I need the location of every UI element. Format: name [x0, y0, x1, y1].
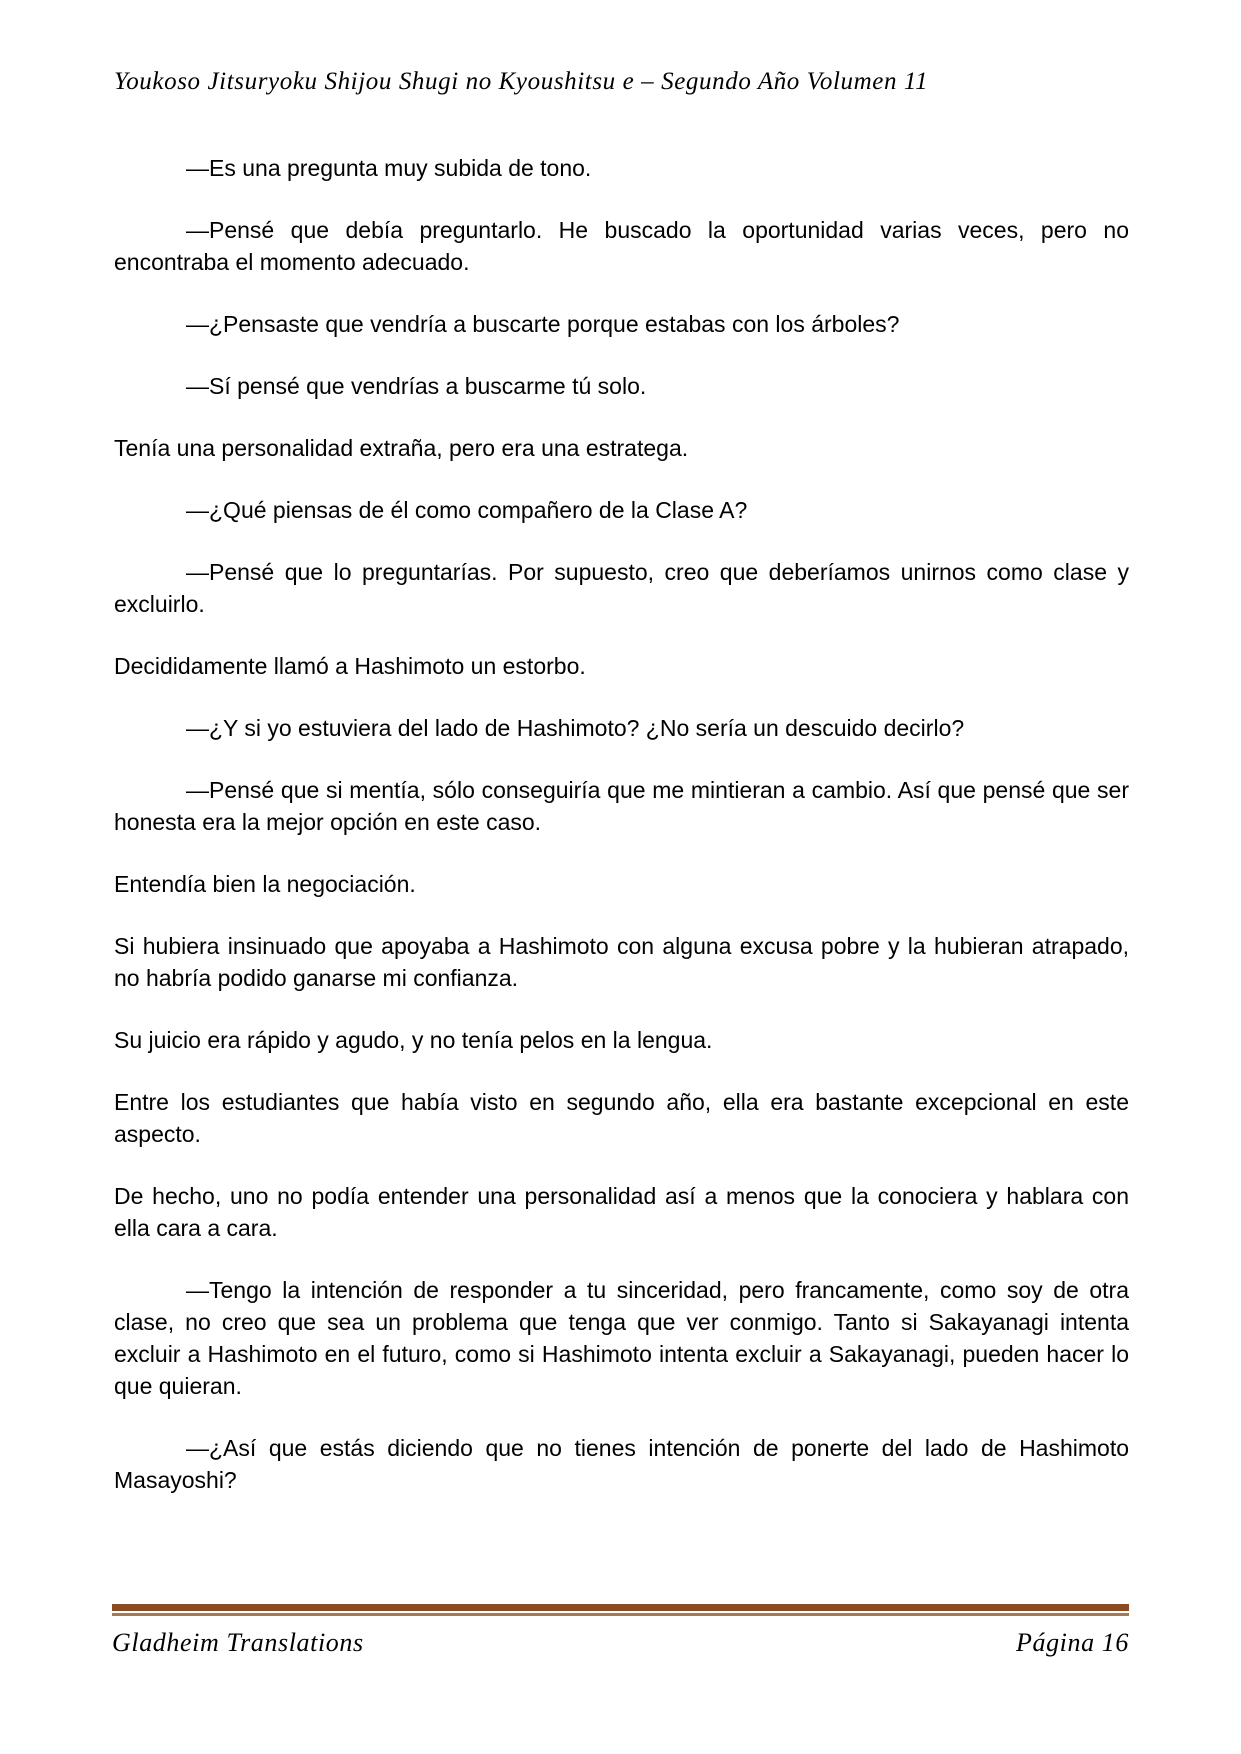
paragraph: —¿Pensaste que vendría a buscarte porque estabas con los árboles? [186, 311, 900, 337]
paragraph: —¿Así que estás diciendo que no tienes intención de ponerte del lado de Hashimoto Masayoshi? [114, 1435, 1129, 1493]
paragraph: Si hubiera insinuado que apoyaba a Hashimoto con alguna excusa pobre y la hubieran atrapado, no habría podido ganarse mi confianza. [114, 933, 1129, 991]
header-title: Youkoso Jitsuryoku Shijou Shugi no Kyoushitsu e – Segundo Año Volumen 11 [114, 68, 929, 95]
footer-row [112, 1628, 1129, 1658]
document-body [114, 152, 1129, 1526]
paragraph: Entendía bien la negociación. [114, 871, 416, 897]
footer-rule-thick [112, 1604, 1129, 1611]
paragraph: Su juicio era rápido y agudo, y no tenía pelos en la lengua. [114, 1027, 713, 1053]
page-header [114, 68, 1129, 96]
paragraph: —¿Y si yo estuviera del lado de Hashimoto? ¿No sería un descuido decirlo? [186, 715, 965, 741]
footer-rule [112, 1604, 1129, 1616]
paragraph: De hecho, uno no podía entender una personalidad así a menos que la conociera y hablara con ella cara a cara. [114, 1183, 1129, 1241]
paragraph: —Pensé que lo preguntarías. Por supuesto, creo que deberíamos unirnos como clase y excluirlo. [114, 559, 1129, 617]
footer-rule-thin [112, 1613, 1129, 1616]
paragraph: —¿Qué piensas de él como compañero de la Clase A? [186, 497, 748, 523]
paragraph: Tenía una personalidad extraña, pero era una estratega. [114, 435, 689, 461]
page-footer [112, 1604, 1129, 1658]
paragraph: Entre los estudiantes que había visto en segundo año, ella era bastante excepcional en este aspecto. [114, 1089, 1129, 1147]
paragraph: —Es una pregunta muy subida de tono. [186, 155, 592, 181]
footer-page-number: Página 16 [1015, 1628, 1129, 1657]
paragraph: —Pensé que si mentía, sólo conseguiría que me mintieran a cambio. Así que pensé que ser honesta era la mejor opción en este caso. [114, 777, 1129, 835]
paragraph: Decididamente llamó a Hashimoto un estorbo. [114, 653, 586, 679]
footer-translator-credit: Gladheim Translations [112, 1628, 364, 1657]
paragraph: —Sí pensé que vendrías a buscarme tú solo. [186, 373, 647, 399]
paragraph: —Pensé que debía preguntarlo. He buscado la oportunidad varias veces, pero no encontraba el momento adecuado. [114, 217, 1129, 275]
paragraph: —Tengo la intención de responder a tu sinceridad, pero francamente, como soy de otra clase, no creo que sea un problema que tenga que ver conmigo. Tanto si Sakayanagi intenta excluir a Hashimoto en el futuro, como si Hashimoto intenta excluir a Sakayanagi, pueden hacer lo que quieran. [114, 1277, 1129, 1399]
